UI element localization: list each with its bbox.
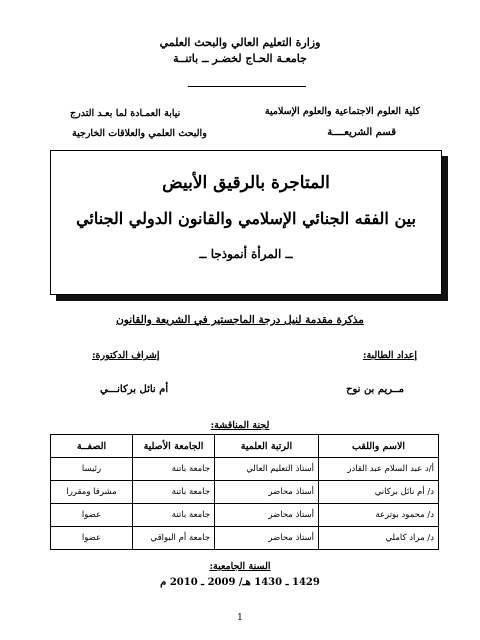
thesis-subtitle: ــ المرأة أنموذجا ــ (199, 247, 293, 261)
prepared-by-label: إعداد الطالبة: (362, 350, 417, 361)
supervisor-label: إشراف الدكتورة: (92, 350, 160, 361)
deanery-name: نيابة العمـادة لما بعـد التدرج (70, 108, 181, 119)
page-number: 1 (237, 613, 243, 623)
member-rank: أستاذ التعليم العالي (215, 458, 319, 481)
member-rank: أستاذ محاضر (215, 481, 319, 504)
supervisor-name: أم نائل بركانـــي (100, 384, 169, 395)
column-header: الجامعة الأصلية (133, 435, 215, 458)
table-row (51, 527, 439, 550)
member-name: د/ مراد كاملي (319, 527, 439, 550)
faculty-name: كلية العلوم الاجتماعية والعلوم الإسلامية (264, 106, 420, 117)
member-university: جامعة باتنة (133, 504, 215, 527)
member-role: عضوا (51, 504, 133, 527)
research-office: والبحث العلمي والعلاقات الخارجية (72, 128, 207, 139)
member-university: جامعة أم البواقي (133, 527, 215, 550)
header-divider (188, 86, 306, 87)
committee-table (50, 434, 439, 550)
member-rank: أستاذ محاضر (215, 504, 319, 527)
member-university: جامعة باتنة (133, 458, 215, 481)
member-university: جامعة باتنة (133, 481, 215, 504)
table-header-row (51, 435, 439, 458)
member-role: مشرفا ومقررا (51, 481, 133, 504)
column-header: الرتبة العلمية (215, 435, 319, 458)
column-header: الصفــة (51, 435, 133, 458)
member-name: أ/د عبد السلام عبد القادر (319, 458, 439, 481)
university-name: جامعـة الحـاج لخضـر ــ باتنــة (173, 52, 307, 65)
ministry-name: وزارة التعليم العالي والبحث العلمي (159, 36, 321, 49)
member-role: رئيسا (51, 458, 133, 481)
member-rank: أستاذ محاضر (215, 527, 319, 550)
title-box (50, 150, 442, 295)
thesis-title-line-1: المتاجرة بالرقيق الأبيض (162, 173, 330, 193)
academic-year-label: السنة الجامعية: (209, 561, 271, 572)
member-name: د/ أم نائل بركاني (319, 481, 439, 504)
table-row (51, 458, 439, 481)
member-role: عضوا (51, 527, 133, 550)
committee-label: لجنة المناقشة: (210, 420, 270, 431)
table-row (51, 481, 439, 504)
department-name: قسم الشريعــــة (327, 127, 396, 138)
student-name: مــريم بن نوح (346, 384, 404, 395)
thesis-title-line-2: بين الفقه الجنائي الإسلامي والقانون الدولي الجنائي (76, 209, 416, 228)
column-header: الاسم واللقب (319, 435, 439, 458)
member-name: د/ محمود بوترعة (319, 504, 439, 527)
thesis-statement: مذكرة مقدمة لنيل درجة الماجستير في الشريعة والقانون (116, 314, 364, 326)
academic-years: 1429 ـ 1430 هـ/ 2009 ـ 2010 م (160, 577, 320, 588)
table-row (51, 504, 439, 527)
